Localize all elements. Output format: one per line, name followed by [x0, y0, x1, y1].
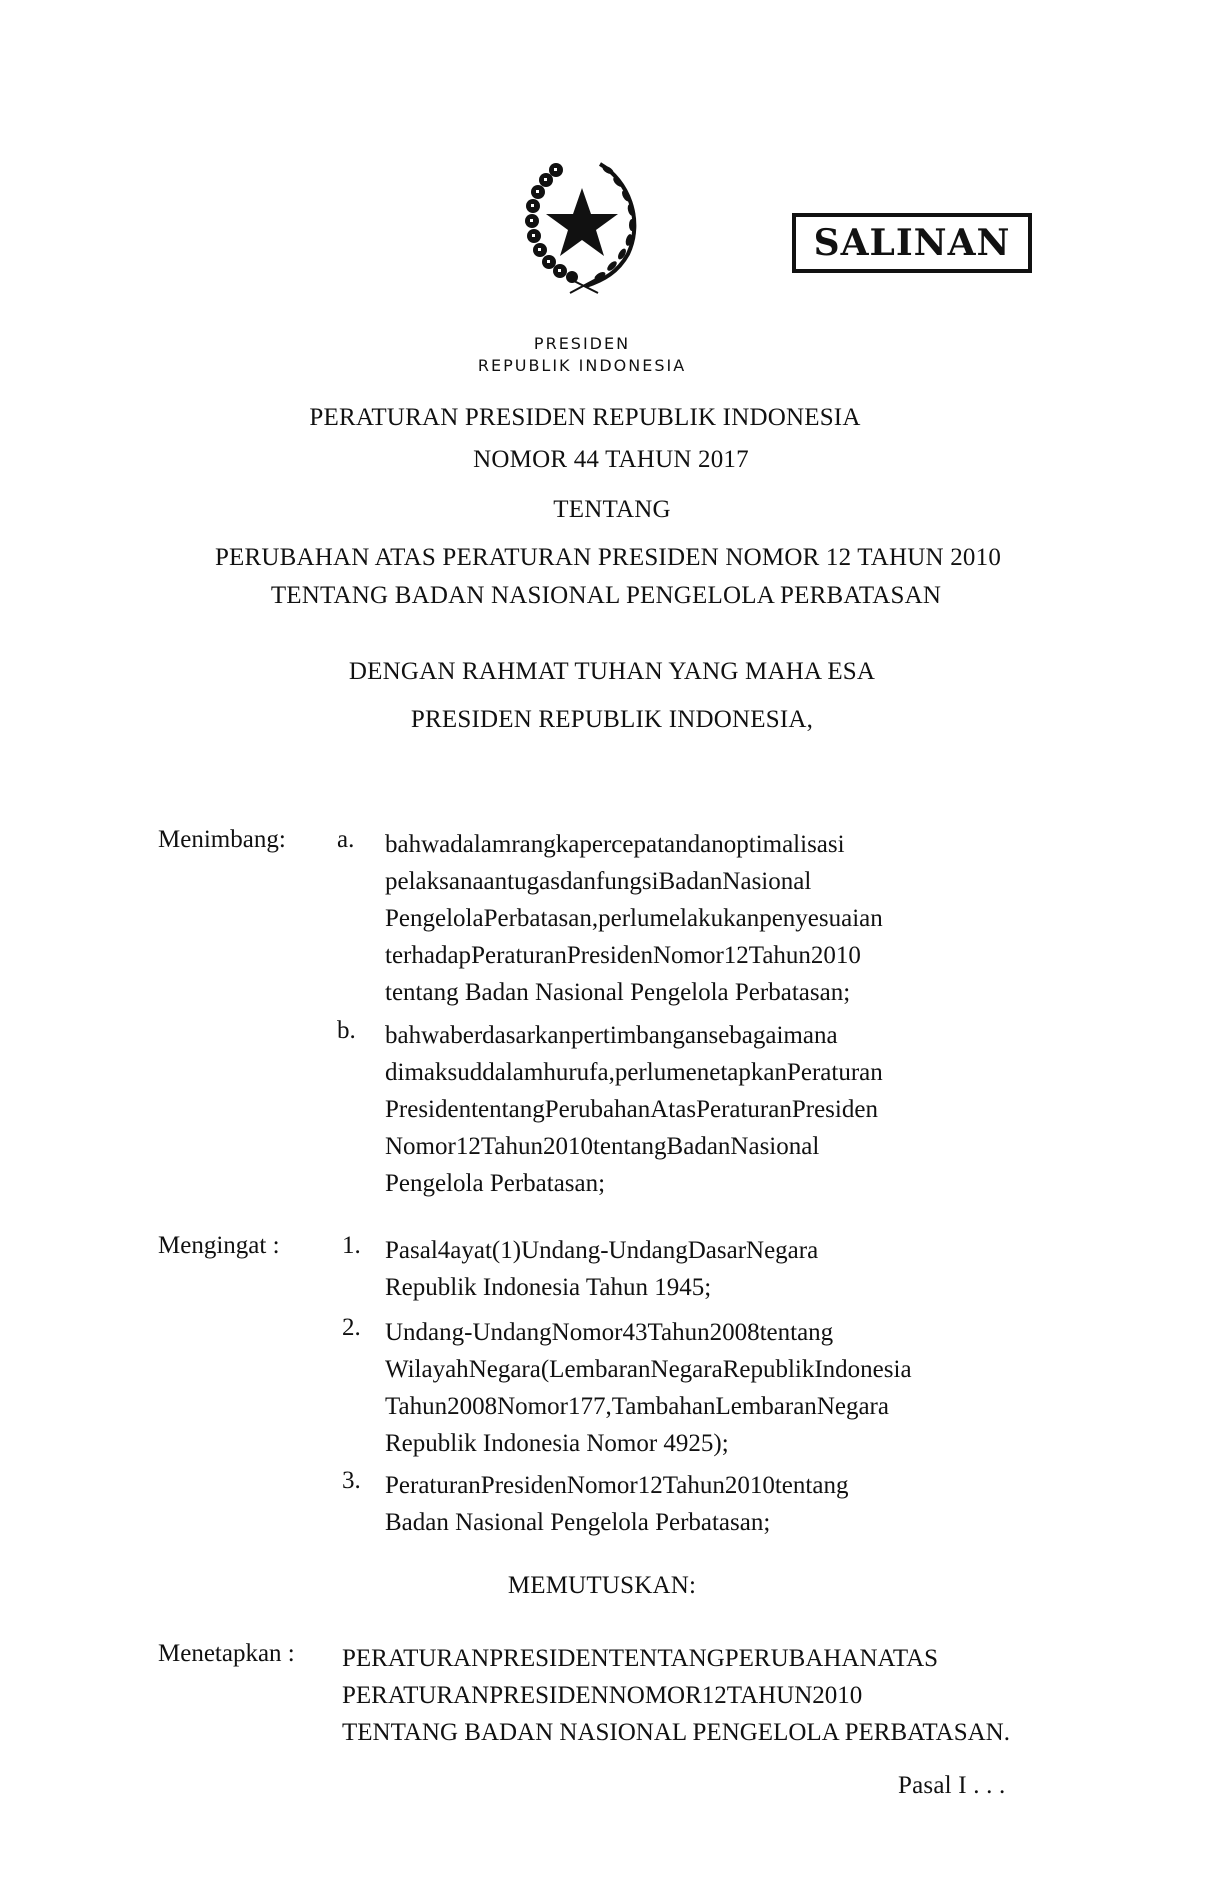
text-line: Undang-UndangNomor43Tahun2008tentang	[385, 1319, 834, 1346]
menimbang-mark-b: b.	[337, 1017, 356, 1044]
text-line: Nomor12Tahun2010tentangBadanNasional	[385, 1133, 820, 1160]
menetapkan-text	[342, 1640, 1032, 1751]
menimbang-label: Menimbang:	[158, 826, 286, 853]
text-line: pelaksanaantugasdanfungsiBadanNasional	[385, 868, 812, 895]
title-subject-1: PERUBAHAN ATAS PERATURAN PRESIDEN NOMOR 12 TAHUN 2010	[214, 544, 1002, 571]
text-line: Republik Indonesia Nomor 4925);	[385, 1430, 729, 1457]
mengingat-mark-1: 1.	[342, 1232, 361, 1259]
title-regulation: PERATURAN PRESIDEN REPUBLIK INDONESIA	[309, 404, 861, 431]
issuer-line-1: PRESIDEN	[533, 334, 631, 353]
menimbang-mark-a: a.	[337, 826, 355, 853]
title-number: NOMOR 44 TAHUN 2017	[473, 446, 749, 473]
text-line: tentang Badan Nasional Pengelola Perbatasan;	[385, 979, 851, 1006]
menetapkan-label: Menetapkan :	[158, 1640, 295, 1667]
menimbang-item-b	[385, 1017, 1035, 1202]
mengingat-label: Mengingat :	[158, 1232, 280, 1259]
text-line: Pengelola Perbatasan;	[385, 1170, 606, 1197]
salinan-label: SALINAN	[813, 222, 1011, 264]
text-line: PERATURANPRESIDENNOMOR12TAHUN2010	[342, 1682, 863, 1709]
next-page-indicator: Pasal I . . .	[898, 1772, 1006, 1799]
salinan-stamp	[792, 213, 1032, 273]
mengingat-mark-3: 3.	[342, 1467, 361, 1494]
issuer-line-2: REPUBLIK INDONESIA	[477, 356, 687, 375]
text-line: terhadapPeraturanPresidenNomor12Tahun2010	[385, 942, 861, 969]
text-line: PeraturanPresidenNomor12Tahun2010tentang	[385, 1472, 849, 1499]
text-line: Republik Indonesia Tahun 1945;	[385, 1274, 712, 1301]
mengingat-item-3	[385, 1467, 1035, 1541]
mengingat-item-1	[385, 1232, 1035, 1306]
text-line: TENTANG BADAN NASIONAL PENGELOLA PERBATASAN.	[342, 1719, 1010, 1746]
text-line: WilayahNegara(LembaranNegaraRepublikIndonesia	[385, 1356, 912, 1383]
title-tentang: TENTANG	[553, 496, 671, 523]
title-subject-2: TENTANG BADAN NASIONAL PENGELOLA PERBATASAN	[270, 582, 942, 609]
text-line: bahwaberdasarkanpertimbangansebagaimana	[385, 1022, 838, 1049]
presidential-emblem-icon	[520, 150, 648, 295]
memutuskan-heading: MEMUTUSKAN:	[507, 1572, 697, 1599]
mengingat-item-2	[385, 1314, 1035, 1462]
text-line: Badan Nasional Pengelola Perbatasan;	[385, 1509, 771, 1536]
mengingat-mark-2: 2.	[342, 1314, 361, 1341]
menimbang-item-a	[385, 826, 1035, 1011]
text-line: PresidententangPerubahanAtasPeraturanPresiden	[385, 1096, 878, 1123]
text-line: PERATURANPRESIDENTENTANGPERUBAHANATAS	[342, 1645, 939, 1672]
text-line: Tahun2008Nomor177,TambahanLembaranNegara	[385, 1393, 889, 1420]
text-line: Pasal4ayat(1)Undang-UndangDasarNegara	[385, 1237, 819, 1264]
text-line: PengelolaPerbatasan,perlumelakukanpenyesuaian	[385, 905, 883, 932]
preamble-president: PRESIDEN REPUBLIK INDONESIA,	[410, 706, 814, 733]
text-line: bahwadalamrangkapercepatandanoptimalisasi	[385, 831, 845, 858]
text-line: dimaksuddalamhurufa,perlumenetapkanPeraturan	[385, 1059, 883, 1086]
preamble-invocation: DENGAN RAHMAT TUHAN YANG MAHA ESA	[348, 658, 876, 685]
